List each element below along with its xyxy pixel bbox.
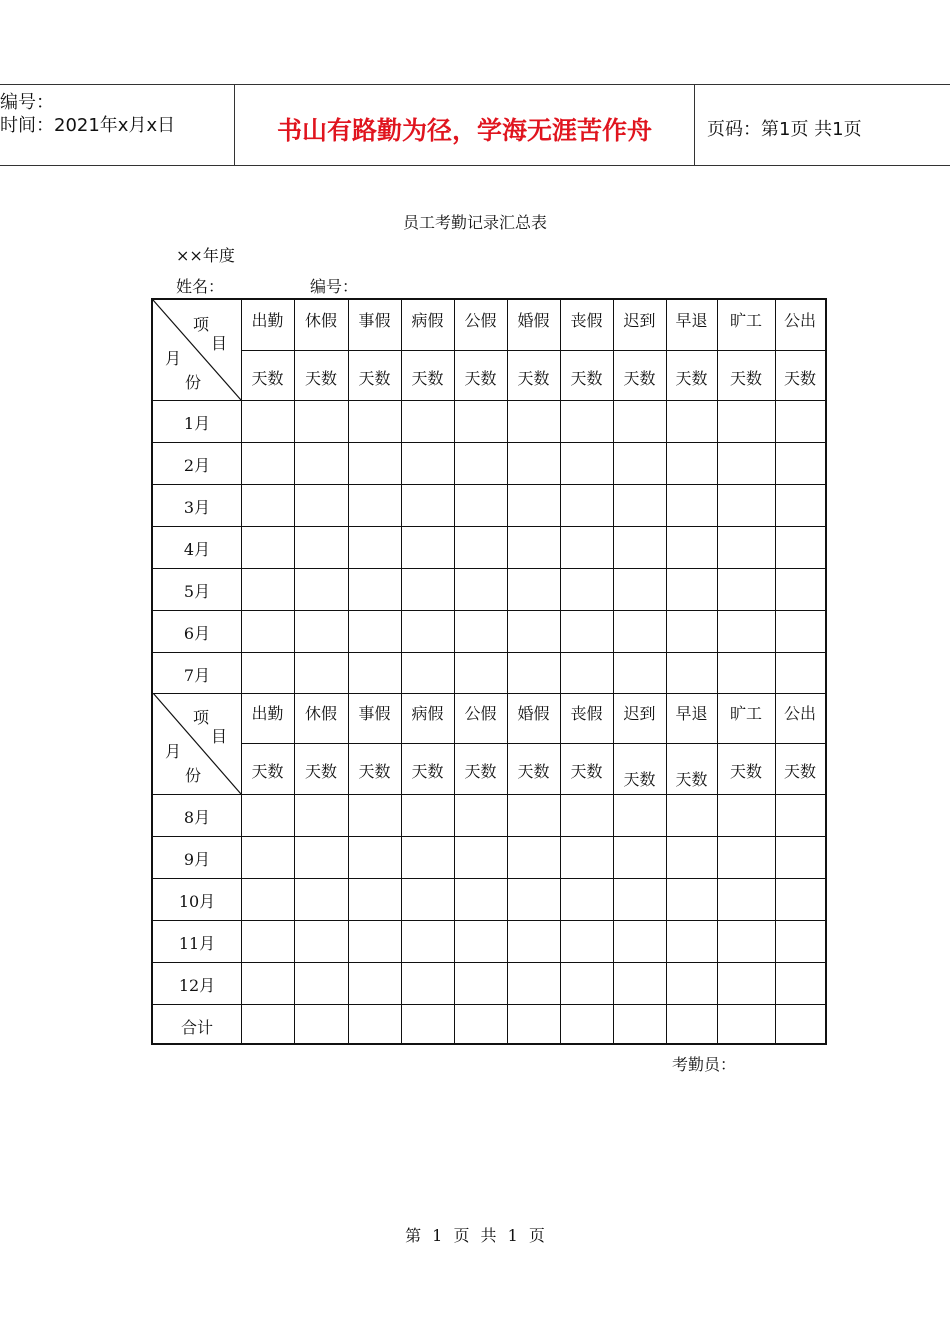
month-label: 12月 (178, 976, 216, 995)
table-row-divider (153, 652, 825, 653)
month-label: 3月 (183, 498, 211, 517)
table-row-divider (153, 794, 825, 795)
table-column-divider (241, 300, 242, 1043)
month-label: 8月 (183, 808, 211, 827)
table-column-divider (401, 300, 402, 1043)
month-label: 7月 (183, 666, 211, 685)
unit-label: 天数 (251, 369, 284, 388)
document-title: 员工考勤记录汇总表 (402, 213, 547, 232)
header-motto-cell (235, 85, 695, 165)
column-header-11: 公出 (783, 311, 816, 330)
unit-label: 天数 (729, 762, 762, 781)
unit-label: 天数 (783, 762, 816, 781)
corner-item-char: 目 (210, 727, 227, 746)
month-label: 4月 (183, 540, 211, 559)
table-column-divider (775, 300, 776, 1043)
month-label: 合计 (180, 1018, 213, 1037)
month-label: 10月 (178, 892, 216, 911)
column-header-9: 早退 (675, 311, 708, 330)
table-column-divider (560, 300, 561, 1043)
column-header-7: 丧假 (570, 704, 603, 723)
table-row-divider (153, 484, 825, 485)
header-time-label: 时间：2021年x月x日 (0, 115, 176, 136)
unit-label: 天数 (675, 369, 708, 388)
column-header-6: 婚假 (517, 311, 550, 330)
unit-label: 天数 (251, 762, 284, 781)
table-row-divider (153, 568, 825, 569)
unit-label: 天数 (411, 762, 444, 781)
unit-label: 天数 (517, 369, 550, 388)
table-column-divider (294, 300, 295, 1043)
corner-item-char: 项 (192, 315, 209, 334)
table-row-divider (153, 836, 825, 837)
table-row-divider (153, 610, 825, 611)
table-column-divider (507, 300, 508, 1043)
column-header-6: 婚假 (517, 704, 550, 723)
name-label: 姓名： (176, 277, 225, 296)
month-label: 5月 (183, 582, 211, 601)
table-row-divider (153, 878, 825, 879)
corner-item-char: 目 (210, 334, 227, 353)
corner-month-char: 月 (164, 349, 181, 368)
corner-item-char: 项 (192, 708, 209, 727)
unit-label: 天数 (411, 369, 444, 388)
unit-label: 天数 (623, 770, 656, 789)
checker-label: 考勤员： (672, 1055, 737, 1074)
column-header-7: 丧假 (570, 311, 603, 330)
table-row-divider (153, 442, 825, 443)
number-label: 编号： (310, 277, 359, 296)
column-header-8: 迟到 (623, 311, 656, 330)
column-header-3: 事假 (358, 311, 391, 330)
column-header-5: 公假 (464, 311, 497, 330)
column-header-10: 旷工 (729, 311, 762, 330)
year-label: ××年度 (176, 246, 235, 265)
unit-label: 天数 (675, 770, 708, 789)
column-header-9: 早退 (675, 704, 708, 723)
corner-month-char: 份 (184, 373, 201, 392)
unit-label: 天数 (304, 369, 337, 388)
header-info-cell (0, 85, 235, 165)
column-header-4: 病假 (411, 311, 444, 330)
unit-label: 天数 (464, 369, 497, 388)
table-row-divider (241, 350, 825, 351)
attendance-table (151, 298, 827, 1045)
table-row-divider (153, 920, 825, 921)
column-header-2: 休假 (304, 311, 337, 330)
table-row-divider (153, 693, 825, 694)
column-header-5: 公假 (464, 704, 497, 723)
page-footer: 第 1 页 共 1 页 (405, 1226, 545, 1245)
unit-label: 天数 (304, 762, 337, 781)
column-header-11: 公出 (783, 704, 816, 723)
header-page-label: 页码：第1页 共1页 (707, 119, 862, 140)
table-column-divider (666, 300, 667, 1043)
table-row-divider (153, 1004, 825, 1005)
unit-label: 天数 (517, 762, 550, 781)
month-label: 1月 (183, 414, 211, 433)
table-row-divider (153, 526, 825, 527)
header-code-label: 编号： (0, 92, 54, 113)
unit-label: 天数 (570, 369, 603, 388)
table-column-divider (613, 300, 614, 1043)
table-column-divider (717, 300, 718, 1043)
table-column-divider (348, 300, 349, 1043)
month-label: 11月 (178, 934, 216, 953)
column-header-10: 旷工 (729, 704, 762, 723)
table-row-divider (153, 962, 825, 963)
page-header (0, 84, 950, 166)
unit-label: 天数 (358, 369, 391, 388)
unit-label: 天数 (464, 762, 497, 781)
month-label: 9月 (183, 850, 211, 869)
unit-label: 天数 (570, 762, 603, 781)
column-header-1: 出勤 (251, 704, 284, 723)
table-column-divider (454, 300, 455, 1043)
table-row-divider (241, 743, 825, 744)
corner-month-char: 月 (164, 742, 181, 761)
unit-label: 天数 (358, 762, 391, 781)
unit-label: 天数 (783, 369, 816, 388)
month-label: 2月 (183, 456, 211, 475)
unit-label: 天数 (729, 369, 762, 388)
header-page-cell (695, 85, 950, 165)
column-header-1: 出勤 (251, 311, 284, 330)
corner-month-char: 份 (184, 766, 201, 785)
header-motto: 书山有路勤为径，学海无涯苦作舟 (276, 116, 652, 145)
table-row-divider (153, 400, 825, 401)
unit-label: 天数 (623, 369, 656, 388)
column-header-2: 休假 (304, 704, 337, 723)
column-header-4: 病假 (411, 704, 444, 723)
month-label: 6月 (183, 624, 211, 643)
column-header-8: 迟到 (623, 704, 656, 723)
column-header-3: 事假 (358, 704, 391, 723)
